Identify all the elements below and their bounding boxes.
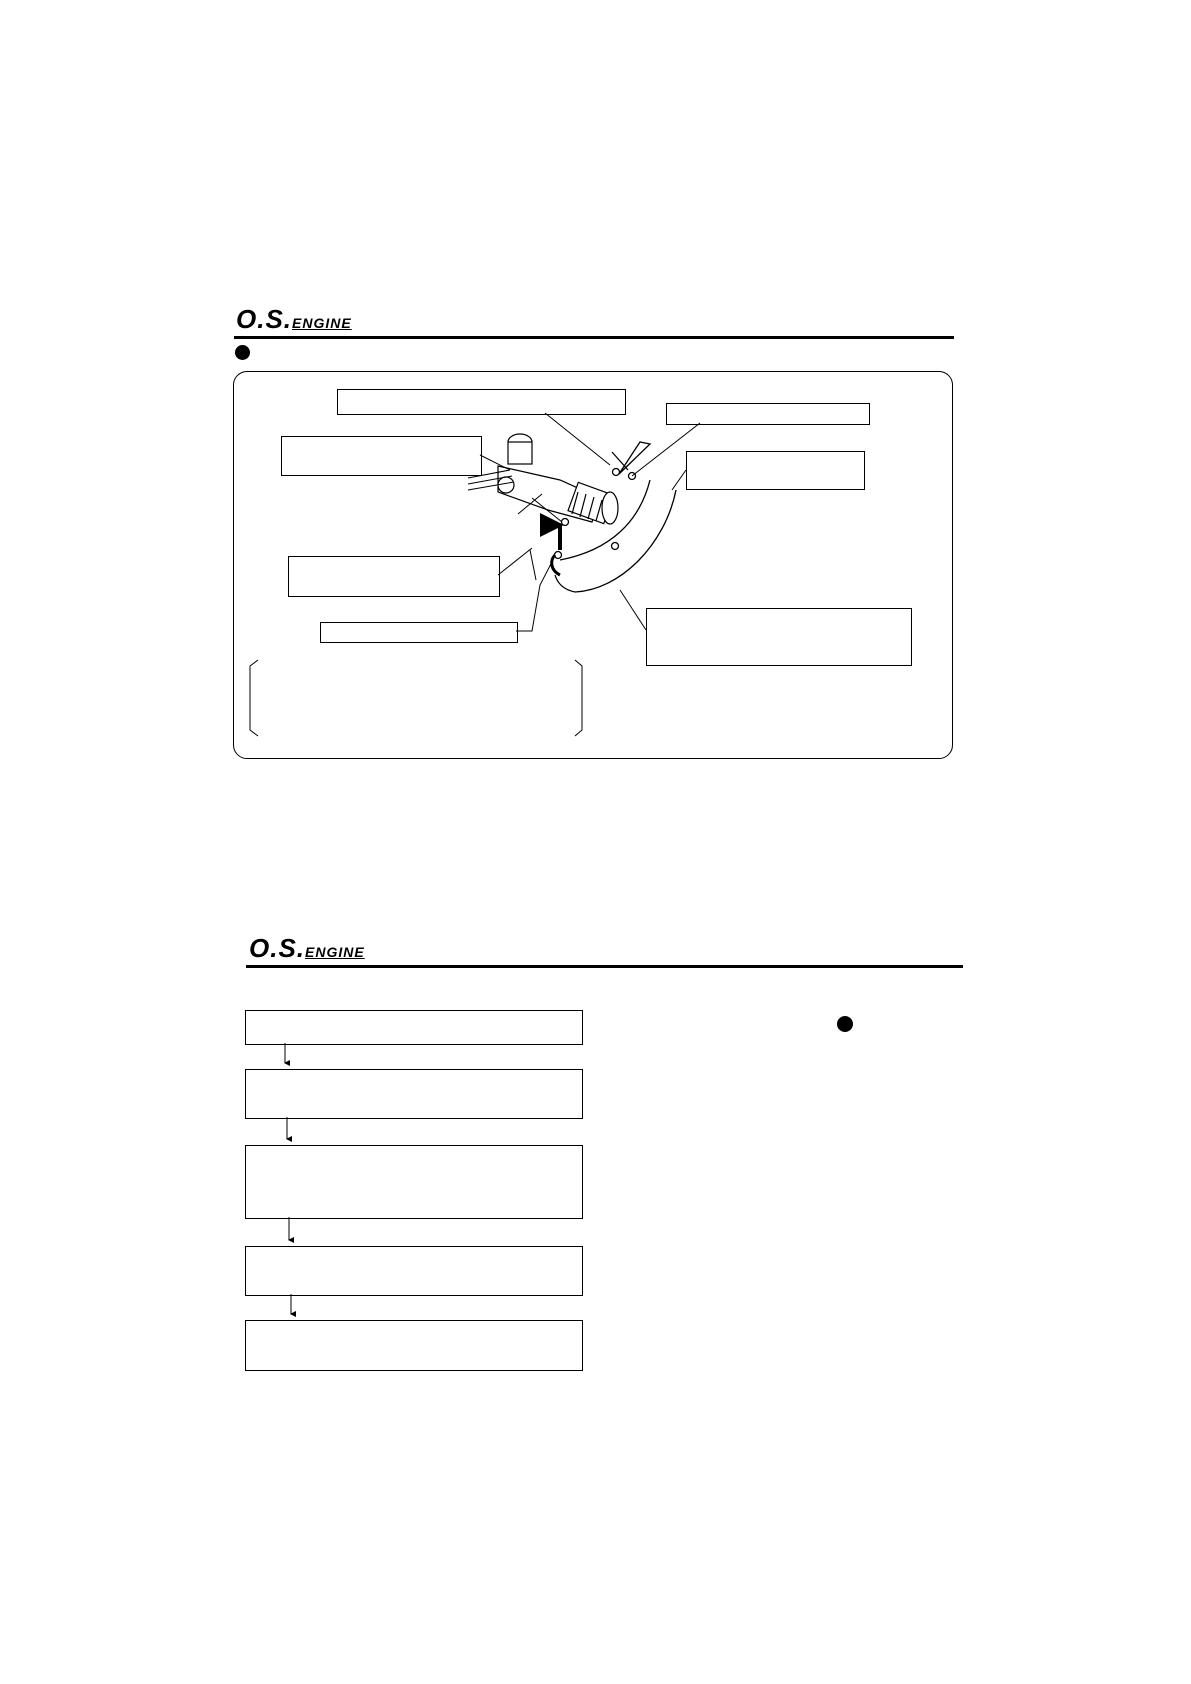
logo-main-text: O.S. [249,933,306,963]
note-bracket [250,660,582,736]
carburetor-illustration [498,434,618,524]
flow-arrows [285,1043,291,1314]
logo-main-text: O.S. [236,304,293,334]
logo-sub-text: ENGINE [292,315,352,331]
logo-sub-text: ENGINE [305,944,365,960]
